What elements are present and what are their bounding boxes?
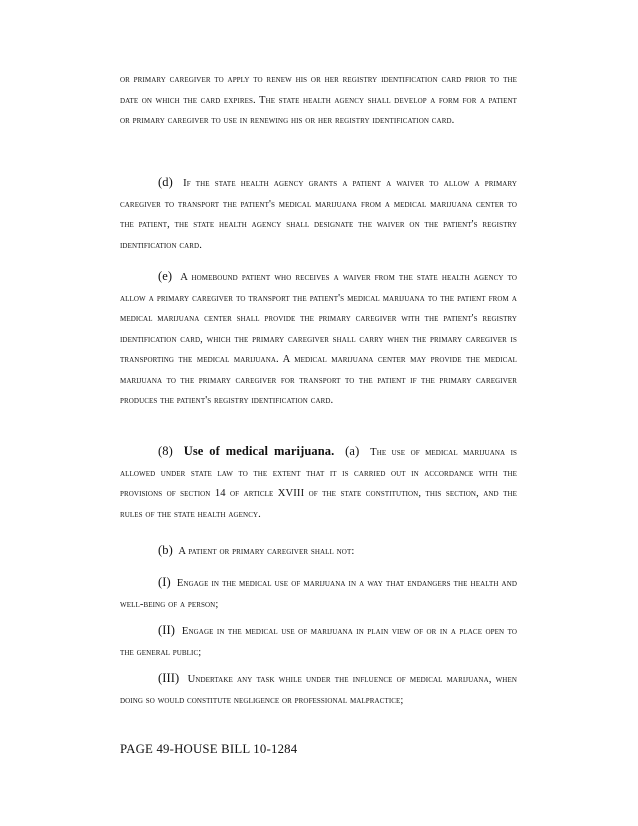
paragraph-b [120,540,517,563]
paragraph-II [120,620,517,663]
paragraph-III [120,668,517,711]
paragraph-continuation [120,70,517,132]
paragraph-text: A homebound patient who receives a waiver from the state health agency to allow a primary caregiver to transport the patient's medical marijuana to the patient from a medical marijuana center shall provide the primary caregiver with the patient's registry identification card, which the primary caregiver shall carry when the primary caregiver is transporting the medical marijuana. A medical marijuana center may provide the medical marijuana to the primary caregiver for transport to the patient if the primary caregiver produces the patient's registry identification card. [120,272,518,406]
section-heading: Use of medical marijuana. [183,444,335,458]
paragraph-text: Undertake any task while under the influence of medical marijuana, when doing so would constitute negligence or professional malpractice; [120,674,517,706]
page-footer: PAGE 49-HOUSE BILL 10-1284 [120,742,298,756]
paragraph-I [120,572,517,615]
paragraph-text: or primary caregiver to apply to renew his or her registry identification card prior to the date on which the card expires. The state health agency shall develop a form for a patient or primary caregiver to use in renewing his or her registry identification card. [120,74,517,126]
paragraph-label: (III) [158,671,180,685]
paragraph-label: (a) [345,444,360,458]
paragraph-label: (II) [158,623,176,637]
paragraph-text: If the state health agency grants a patient a waiver to allow a primary caregiver to transport the patient's medical marijuana from a medical marijuana center to the patient, the state health agency shall designate the waiver on the patient's registry identification card. [120,178,517,251]
paragraph-label: (d) [158,175,173,189]
section-label: (8) [158,444,173,458]
paragraph-text: A patient or primary caregiver shall not: [178,546,355,557]
paragraph-label: (b) [158,543,173,557]
paragraph-text: Engage in the medical use of marijuana in a way that endangers the health and well-being of a person; [120,578,517,610]
paragraph-label: (e) [158,269,173,283]
paragraph-label: (I) [158,575,171,589]
paragraph-text: Engage in the medical use of marijuana in plain view of or in a place open to the general public; [120,626,517,658]
paragraph-text: The use of medical marijuana is allowed under state law to the extent that it is carried out in accordance with the provisions of section 14 of article XVIII of the state constitution, this section, and the rules of the state health agency. [120,447,518,520]
paragraph-d [120,172,517,256]
paragraph-e [120,266,517,412]
section-8-paragraph [120,441,517,525]
